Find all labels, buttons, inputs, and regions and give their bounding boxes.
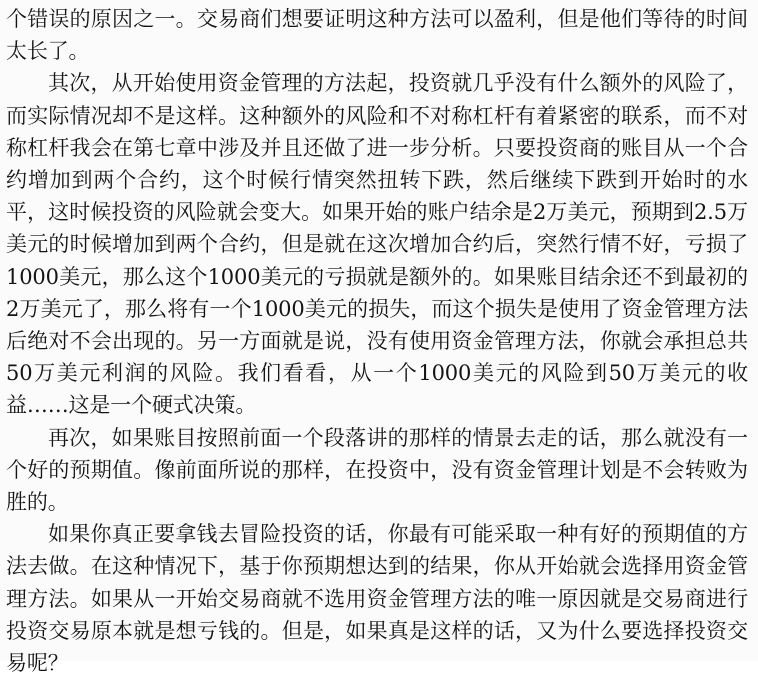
paragraph-second: 其次，从开始使用资金管理的方法起，投资就几乎没有什么额外的风险了，而实际情况却不是这样。这种额外的风险和不对称杠杆有着紧密的联系，而不对称杠杆我会在第七章中涉及并且还做了进一步分析。只要投资商的账目从一个合约增加到两个合约，这个时候行情突然扭转下跌，然后继续下跌到开始时的水平，这时候投资的风险就会变大。如果开始的账户结余是2万美元，预期到2.5万美元的时候增加到两个合约，但是就在这次增加合约后，突然行情不好，亏损了1000美元，那么这个1000美元的亏损就是额外的。如果账目结余还不到最初的2万美元了，那么将有一个1000美元的损失，而这个损失是使用了资金管理方法后绝对不会出现的。另一方面就是说，没有使用资金管理方法，你就会承担总共50万美元利润的风险。我们看看，从一个1000美元的风险到50万美元的收益……这是一个硬式决策。 [6,71,748,418]
paragraph-continuation: 个错误的原因之一。交易商们想要证明这种方法可以盈利，但是他们等待的时间太长了。 [6,7,748,64]
paragraph-third: 再次，如果账目按照前面一个段落讲的那样的情景去走的话，那么就没有一个好的预期值。像前面所说的那样，在投资中，没有资金管理计划是不会转败为胜的。 [6,425,748,515]
paragraph-fourth: 如果你真正要拿钱去冒险投资的话，你最有可能采取一种有好的预期值的方法去做。在这种情况下，基于你预期想达到的结果，你从开始就会选择用资金管理方法。如果从一开始交易商就不选用资金管理方法的唯一原因就是交易商进行投资交易原本就是想亏钱的。但是，如果真是这样的话，又为什么要选择投资交易呢？ [6,522,748,676]
